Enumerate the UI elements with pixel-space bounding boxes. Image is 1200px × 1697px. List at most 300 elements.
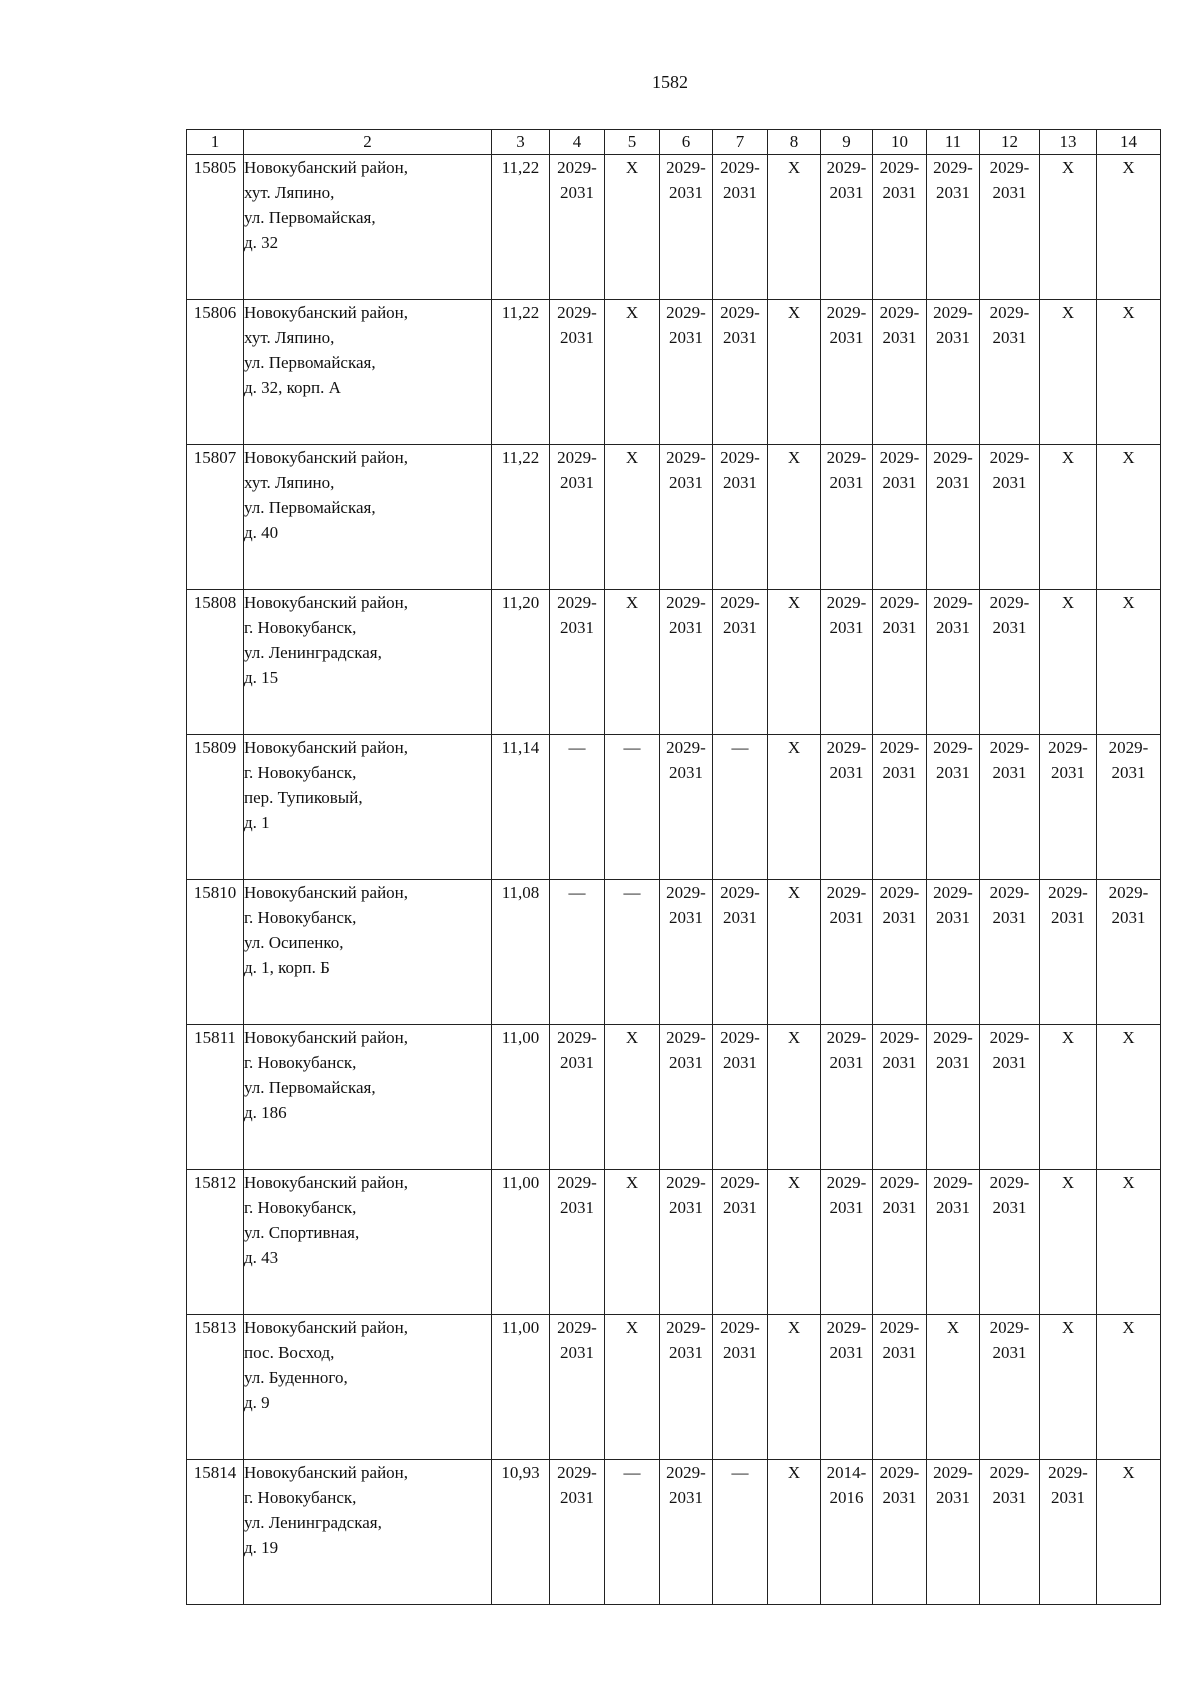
period-text: 2014- <box>826 1463 867 1482</box>
address-cell <box>244 300 492 445</box>
period-text: 2029- <box>720 883 760 902</box>
period-text: 2031 <box>723 1343 757 1362</box>
period-text: 2031 <box>560 1343 594 1362</box>
period-text: 2029- <box>879 883 920 902</box>
period-text: X <box>787 1318 801 1337</box>
row-id: 15809 <box>187 735 244 880</box>
value-cell: 11,00 <box>492 1170 550 1315</box>
period-text: 2031 <box>992 328 1027 347</box>
period-cell-col-4 <box>550 300 605 445</box>
period-cell-col-13 <box>1040 1315 1097 1460</box>
header-row <box>187 130 1161 155</box>
period-text: X <box>1122 593 1135 612</box>
period-cell-col-13 <box>1040 300 1097 445</box>
period-cell-col-11 <box>927 1460 980 1605</box>
table-row <box>187 300 1161 445</box>
period-text: 2031 <box>1111 763 1146 782</box>
period-cell-col-7 <box>713 1460 768 1605</box>
period-text: X <box>1061 1173 1075 1192</box>
address-line: д. 43 <box>244 1248 279 1267</box>
period-text: — <box>731 738 749 757</box>
period-text: 2029- <box>879 738 920 757</box>
period-cell-col-10 <box>873 1315 927 1460</box>
period-text: 2031 <box>560 473 594 492</box>
period-text: X <box>1122 1463 1135 1482</box>
period-text: 2029- <box>989 1173 1030 1192</box>
period-text: 2031 <box>992 763 1027 782</box>
period-text: 2031 <box>829 183 864 202</box>
period-text: 2029- <box>557 1028 597 1047</box>
period-cell-col-11 <box>927 1025 980 1170</box>
period-text: 2031 <box>992 1343 1027 1362</box>
period-cell-col-14 <box>1097 1025 1161 1170</box>
period-text: 2029- <box>989 593 1030 612</box>
table-row <box>187 445 1161 590</box>
page-number: 1582 <box>652 72 688 92</box>
period-cell-col-10 <box>873 445 927 590</box>
address-line: пос. Восход, <box>244 1343 335 1362</box>
period-cell-col-14 <box>1097 590 1161 735</box>
period-cell-col-5 <box>605 590 660 735</box>
address-line: д. 186 <box>244 1103 287 1122</box>
period-text: X <box>1122 158 1135 177</box>
period-cell-col-11 <box>927 445 980 590</box>
address-line: Новокубанский район, <box>244 738 409 757</box>
period-text: X <box>946 1318 960 1337</box>
period-cell-col-10 <box>873 735 927 880</box>
address-line: г. Новокубанск, <box>244 618 357 637</box>
period-text: 2031 <box>723 908 757 927</box>
period-cell-col-13 <box>1040 1460 1097 1605</box>
period-text: 2031 <box>992 1198 1027 1217</box>
period-cell-col-6 <box>660 1170 713 1315</box>
period-text: 2029- <box>933 593 973 612</box>
period-cell-col-5 <box>605 155 660 300</box>
period-cell-col-12 <box>980 300 1040 445</box>
period-text: 2029- <box>879 1028 920 1047</box>
period-cell-col-12 <box>980 1170 1040 1315</box>
value-cell: 11,14 <box>492 735 550 880</box>
period-text: X <box>1061 303 1075 322</box>
period-text: 2029- <box>1108 883 1149 902</box>
address-line: д. 32, корп. А <box>244 378 341 397</box>
row-id: 15808 <box>187 590 244 735</box>
period-text: 2029- <box>557 448 597 467</box>
period-text: 2031 <box>936 183 970 202</box>
period-text: 2029- <box>989 303 1030 322</box>
period-cell-col-7 <box>713 445 768 590</box>
value-cell: 11,20 <box>492 590 550 735</box>
table-row <box>187 735 1161 880</box>
period-text: X <box>625 593 639 612</box>
address-line: Новокубанский район, <box>244 1318 409 1337</box>
period-cell-col-8 <box>768 590 821 735</box>
period-cell-col-13 <box>1040 155 1097 300</box>
address-line: Новокубанский район, <box>244 593 409 612</box>
period-text: 2029- <box>989 1463 1030 1482</box>
address-line: д. 40 <box>244 523 279 542</box>
period-cell-col-8 <box>768 1460 821 1605</box>
period-cell-col-7 <box>713 880 768 1025</box>
period-cell-col-8 <box>768 1170 821 1315</box>
period-text: 2031 <box>560 328 594 347</box>
period-text: 2031 <box>1111 908 1146 927</box>
address-line: Новокубанский район, <box>244 158 409 177</box>
period-text: X <box>787 448 801 467</box>
period-cell-col-9 <box>821 880 873 1025</box>
period-cell-col-14 <box>1097 1170 1161 1315</box>
address-cell <box>244 1315 492 1460</box>
period-text: 2031 <box>882 1488 917 1507</box>
period-cell-col-4 <box>550 590 605 735</box>
period-cell-col-8 <box>768 1025 821 1170</box>
period-text: — <box>568 738 586 757</box>
period-text: 2031 <box>669 1053 703 1072</box>
period-text: X <box>787 1463 801 1482</box>
period-text: 2031 <box>882 1053 917 1072</box>
period-cell-col-14 <box>1097 1315 1161 1460</box>
period-text: 2029- <box>933 158 973 177</box>
period-text: 2029- <box>826 593 867 612</box>
period-text: — <box>731 1463 749 1482</box>
period-text: X <box>625 303 639 322</box>
period-text: 2031 <box>560 1198 594 1217</box>
period-text: 2029- <box>879 448 920 467</box>
period-text: 2031 <box>723 183 757 202</box>
period-text: 2031 <box>669 1198 703 1217</box>
period-cell-col-12 <box>980 1315 1040 1460</box>
period-text: 2031 <box>936 1198 970 1217</box>
address-line: пер. Тупиковый, <box>244 788 363 807</box>
table-row <box>187 1315 1161 1460</box>
period-text: 2031 <box>992 1488 1027 1507</box>
period-text: 2031 <box>669 1488 703 1507</box>
period-text: 2029- <box>666 1028 706 1047</box>
address-line: Новокубанский район, <box>244 303 409 322</box>
address-cell <box>244 880 492 1025</box>
period-cell-col-4 <box>550 155 605 300</box>
period-text: 2031 <box>723 618 757 637</box>
period-text: X <box>787 303 801 322</box>
table-row <box>187 1460 1161 1605</box>
period-text: X <box>1122 1028 1135 1047</box>
period-text: 2029- <box>879 303 920 322</box>
period-cell-col-14 <box>1097 880 1161 1025</box>
period-text: 2031 <box>669 908 703 927</box>
register-table <box>186 129 1161 1605</box>
period-text: 2031 <box>829 1198 864 1217</box>
period-text: X <box>625 158 639 177</box>
period-text: 2031 <box>669 763 703 782</box>
period-text: X <box>787 158 801 177</box>
period-cell-col-7 <box>713 1025 768 1170</box>
period-text: — <box>623 738 641 757</box>
period-cell-col-12 <box>980 1025 1040 1170</box>
period-text: 2029- <box>1048 1463 1088 1482</box>
period-text: 2031 <box>936 763 970 782</box>
row-id: 15807 <box>187 445 244 590</box>
period-cell-col-8 <box>768 300 821 445</box>
period-text: 2029- <box>879 593 920 612</box>
period-cell-col-7 <box>713 590 768 735</box>
period-text: 2029- <box>826 303 867 322</box>
period-cell-col-5 <box>605 1170 660 1315</box>
period-cell-col-12 <box>980 1460 1040 1605</box>
column-header-14: 14 <box>1097 130 1161 155</box>
period-text: 2031 <box>992 618 1027 637</box>
address-cell <box>244 445 492 590</box>
period-cell-col-13 <box>1040 880 1097 1025</box>
period-text: 2029- <box>666 303 706 322</box>
period-cell-col-12 <box>980 155 1040 300</box>
period-text: 2029- <box>826 448 867 467</box>
address-line: ул. Первомайская, <box>244 1078 376 1097</box>
period-text: 2031 <box>936 618 970 637</box>
period-cell-col-5 <box>605 735 660 880</box>
period-cell-col-6 <box>660 880 713 1025</box>
period-text: 2029- <box>720 448 760 467</box>
period-text: 2031 <box>992 183 1027 202</box>
period-text: 2031 <box>992 908 1027 927</box>
period-cell-col-12 <box>980 445 1040 590</box>
period-cell-col-4 <box>550 880 605 1025</box>
row-id: 15812 <box>187 1170 244 1315</box>
period-text: 2031 <box>829 1343 864 1362</box>
period-text: 2031 <box>669 183 703 202</box>
period-cell-col-4 <box>550 445 605 590</box>
period-text: X <box>1061 1318 1075 1337</box>
address-line: г. Новокубанск, <box>244 908 357 927</box>
period-text: 2031 <box>829 763 864 782</box>
period-text: X <box>625 448 639 467</box>
column-header-6: 6 <box>660 130 713 155</box>
period-cell-col-6 <box>660 445 713 590</box>
period-text: 2031 <box>560 1053 594 1072</box>
period-cell-col-14 <box>1097 300 1161 445</box>
address-line: г. Новокубанск, <box>244 1488 357 1507</box>
table-body <box>187 155 1161 1605</box>
period-text: X <box>1061 448 1075 467</box>
table-row <box>187 590 1161 735</box>
period-text: 2029- <box>557 1463 597 1482</box>
period-cell-col-12 <box>980 590 1040 735</box>
period-text: 2029- <box>557 1173 597 1192</box>
row-id: 15805 <box>187 155 244 300</box>
period-cell-col-14 <box>1097 735 1161 880</box>
period-text: 2029- <box>826 1173 867 1192</box>
period-text: 2031 <box>829 473 864 492</box>
period-text: X <box>787 1173 801 1192</box>
period-text: 2031 <box>882 328 917 347</box>
period-cell-col-4 <box>550 1025 605 1170</box>
table-header <box>187 130 1161 155</box>
table-row <box>187 155 1161 300</box>
period-cell-col-5 <box>605 1460 660 1605</box>
period-text: 2029- <box>879 1463 920 1482</box>
period-text: X <box>1122 303 1135 322</box>
period-cell-col-10 <box>873 880 927 1025</box>
period-cell-col-8 <box>768 735 821 880</box>
period-text: 2031 <box>1051 908 1085 927</box>
address-line: ул. Буденного, <box>244 1368 348 1387</box>
period-text: 2031 <box>723 473 757 492</box>
period-cell-col-5 <box>605 1025 660 1170</box>
period-text: 2031 <box>723 1198 757 1217</box>
period-cell-col-9 <box>821 300 873 445</box>
period-cell-col-11 <box>927 300 980 445</box>
period-text: 2029- <box>557 593 597 612</box>
column-header-13: 13 <box>1040 130 1097 155</box>
period-cell-col-6 <box>660 1025 713 1170</box>
row-id: 15810 <box>187 880 244 1025</box>
period-cell-col-4 <box>550 1315 605 1460</box>
period-cell-col-13 <box>1040 445 1097 590</box>
period-cell-col-9 <box>821 1025 873 1170</box>
period-text: 2029- <box>826 883 867 902</box>
value-cell: 11,22 <box>492 300 550 445</box>
period-text: 2029- <box>1048 738 1088 757</box>
period-cell-col-5 <box>605 300 660 445</box>
period-cell-col-10 <box>873 1170 927 1315</box>
table-row <box>187 1025 1161 1170</box>
period-text: 2031 <box>882 1343 917 1362</box>
period-text: X <box>787 1028 801 1047</box>
period-cell-col-6 <box>660 1460 713 1605</box>
period-text: — <box>623 883 641 902</box>
period-text: 2031 <box>936 473 970 492</box>
period-text: 2029- <box>989 1028 1030 1047</box>
period-text: 2029- <box>879 1173 920 1192</box>
period-cell-col-11 <box>927 1170 980 1315</box>
address-cell <box>244 1460 492 1605</box>
table-row <box>187 1170 1161 1315</box>
period-text: 2029- <box>557 158 597 177</box>
period-cell-col-6 <box>660 1315 713 1460</box>
period-text: X <box>787 738 801 757</box>
period-cell-col-14 <box>1097 1460 1161 1605</box>
address-line: Новокубанский район, <box>244 448 409 467</box>
address-line: д. 15 <box>244 668 279 687</box>
period-text: 2031 <box>936 908 970 927</box>
period-text: 2031 <box>882 618 917 637</box>
period-text: 2029- <box>933 1028 973 1047</box>
period-text: 2029- <box>933 1463 973 1482</box>
period-text: 2029- <box>1108 738 1149 757</box>
period-text: 2029- <box>666 158 706 177</box>
period-cell-col-7 <box>713 1315 768 1460</box>
period-cell-col-13 <box>1040 590 1097 735</box>
period-text: 2029- <box>989 158 1030 177</box>
period-text: X <box>1061 1028 1075 1047</box>
period-text: 2031 <box>560 1488 594 1507</box>
period-text: 2031 <box>882 183 917 202</box>
period-text: 2029- <box>933 738 973 757</box>
column-header-2: 2 <box>244 130 492 155</box>
address-line: ул. Первомайская, <box>244 498 376 517</box>
column-header-9: 9 <box>821 130 873 155</box>
value-cell: 11,00 <box>492 1025 550 1170</box>
period-cell-col-4 <box>550 1460 605 1605</box>
period-text: 2031 <box>936 1488 970 1507</box>
address-line: Новокубанский район, <box>244 1463 409 1482</box>
period-text: 2029- <box>826 1318 867 1337</box>
period-cell-col-10 <box>873 1025 927 1170</box>
period-cell-col-6 <box>660 590 713 735</box>
period-cell-col-13 <box>1040 1025 1097 1170</box>
period-text: 2029- <box>666 593 706 612</box>
address-line: хут. Ляпино, <box>244 473 335 492</box>
period-text: 2029- <box>989 738 1030 757</box>
period-text: X <box>1122 1173 1135 1192</box>
period-text: X <box>1061 593 1075 612</box>
column-header-1: 1 <box>187 130 244 155</box>
period-text: 2029- <box>666 1463 706 1482</box>
period-text: X <box>1061 158 1075 177</box>
period-text: 2031 <box>882 473 917 492</box>
row-id: 15811 <box>187 1025 244 1170</box>
period-text: 2031 <box>882 763 917 782</box>
period-text: 2029- <box>666 1173 706 1192</box>
period-text: X <box>787 593 801 612</box>
period-text: 2031 <box>669 473 703 492</box>
period-text: 2031 <box>992 1053 1027 1072</box>
period-cell-col-10 <box>873 590 927 735</box>
address-line: ул. Первомайская, <box>244 208 376 227</box>
period-text: 2031 <box>829 1053 864 1072</box>
period-cell-col-12 <box>980 735 1040 880</box>
period-cell-col-8 <box>768 880 821 1025</box>
address-line: Новокубанский район, <box>244 1173 409 1192</box>
period-cell-col-9 <box>821 1315 873 1460</box>
period-cell-col-7 <box>713 1170 768 1315</box>
period-cell-col-9 <box>821 590 873 735</box>
period-text: 2031 <box>936 328 970 347</box>
period-cell-col-6 <box>660 735 713 880</box>
period-text: — <box>568 883 586 902</box>
period-text: 2029- <box>1048 883 1088 902</box>
address-line: г. Новокубанск, <box>244 1053 357 1072</box>
period-text: X <box>625 1028 639 1047</box>
period-cell-col-13 <box>1040 1170 1097 1315</box>
period-text: 2031 <box>829 618 864 637</box>
address-line: д. 32 <box>244 233 279 252</box>
period-text: 2029- <box>557 303 597 322</box>
period-text: — <box>623 1463 641 1482</box>
column-header-7: 7 <box>713 130 768 155</box>
period-text: X <box>787 883 801 902</box>
period-cell-col-7 <box>713 300 768 445</box>
period-text: 2029- <box>720 303 760 322</box>
address-line: д. 19 <box>244 1538 279 1557</box>
period-text: 2031 <box>560 183 594 202</box>
value-cell: 11,08 <box>492 880 550 1025</box>
address-line: Новокубанский район, <box>244 883 409 902</box>
column-header-11: 11 <box>927 130 980 155</box>
period-text: 2029- <box>933 883 973 902</box>
period-cell-col-11 <box>927 880 980 1025</box>
period-cell-col-9 <box>821 1460 873 1605</box>
period-cell-col-11 <box>927 735 980 880</box>
period-text: 2029- <box>720 593 760 612</box>
period-text: 2029- <box>666 1318 706 1337</box>
period-text: 2029- <box>879 1318 920 1337</box>
period-cell-col-7 <box>713 735 768 880</box>
period-cell-col-9 <box>821 155 873 300</box>
period-text: 2016 <box>829 1488 864 1507</box>
period-cell-col-11 <box>927 590 980 735</box>
period-text: X <box>625 1318 639 1337</box>
period-cell-col-12 <box>980 880 1040 1025</box>
